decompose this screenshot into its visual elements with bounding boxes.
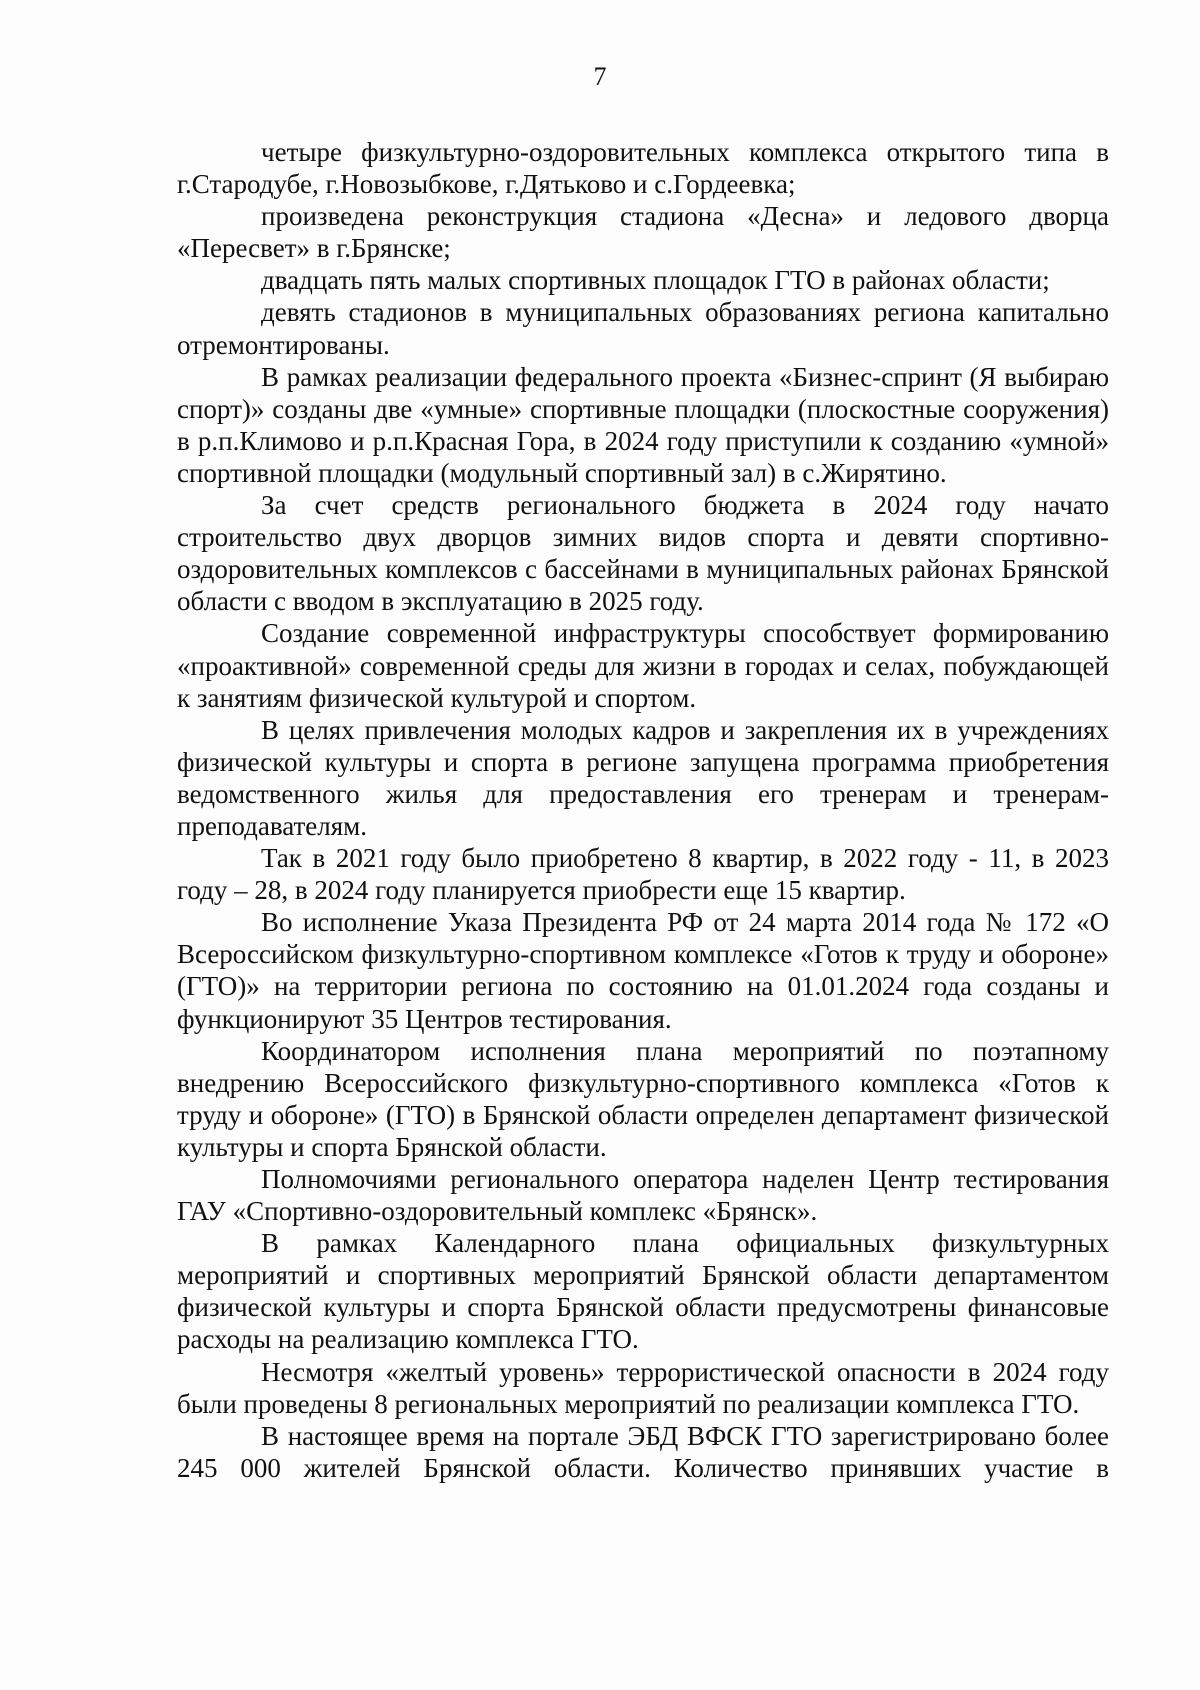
paragraph: Координатором исполнения плана мероприятий по поэтапному внедрению Всероссийского физкультурно-спортивного комплекса «Готов к труду и обороне» (ГТО) в Брянской области определен департамент физической культуры и спорта Брянской области. <box>177 1035 1109 1162</box>
page-number: 7 <box>593 62 607 91</box>
document-body <box>177 136 1109 1484</box>
paragraph: Создание современной инфраструктуры способствует формированию «проактивной» современной среды для жизни в городах и селах, побуждающей к занятиям физической культурой и спортом. <box>177 618 1109 713</box>
paragraph: В настоящее время на портале ЭБД ВФСК ГТО зарегистрировано более 245 000 жителей Брянской области. Количество принявших участие в <box>177 1420 1109 1483</box>
paragraph: Во исполнение Указа Президента РФ от 24 марта 2014 года № 172 «О Всероссийском физкультурно-спортивном комплексе «Готов к труду и обороне» (ГТО)» на территории региона по состоянию на 01.01.2024 года созданы и функционируют 35 Центров тестирования. <box>177 907 1109 1034</box>
paragraph: Несмотря «желтый уровень» террористической опасности в 2024 году были проведены 8 региональных мероприятий по реализации комплекса ГТО. <box>177 1356 1109 1419</box>
paragraph: четыре физкультурно-оздоровительных комплекса открытого типа в г.Стародубе, г.Новозыбкове, г.Дятьково и с.Гордеевка; <box>177 137 1109 200</box>
paragraph: В рамках Календарного плана официальных физкультурных мероприятий и спортивных мероприятий Брянской области департаментом физической культуры и спорта Брянской области предусмотрены финансовые расходы на реализацию комплекса ГТО. <box>177 1228 1109 1355</box>
paragraph: Так в 2021 году было приобретено 8 квартир, в 2022 году - 11, в 2023 году – 28, в 2024 году планируется приобрести еще 15 квартир. <box>177 843 1109 906</box>
paragraph: В рамках реализации федерального проекта «Бизнес-спринт (Я выбираю спорт)» созданы две «умные» спортивные площадки (плоскостные сооружения) в р.п.Климово и р.п.Красная Гора, в 2024 году приступили к созданию «умной» спортивной площадки (модульный спортивный зал) в с.Жирятино. <box>177 361 1109 488</box>
paragraph: В целях привлечения молодых кадров и закрепления их в учреждениях физической культуры и спорта в регионе запущена программа приобретения ведомственного жилья для предоставления его тренерам и тренерам-преподавателям. <box>177 714 1109 841</box>
paragraph: произведена реконструкция стадиона «Десна» и ледового дворца «Пересвет» в г.Брянске; <box>177 201 1109 264</box>
paragraph: За счет средств регионального бюджета в 2024 году начато строительство двух дворцов зимних видов спорта и девяти спортивно-оздоровительных комплексов с бассейнами в муниципальных районах Брянской области с вводом в эксплуатацию в 2025 году. <box>177 490 1109 617</box>
paragraph: Полномочиями регионального оператора наделен Центр тестирования ГАУ «Спортивно-оздоровительный комплекс «Брянск». <box>177 1164 1109 1227</box>
paragraph: девять стадионов в муниципальных образованиях региона капитально отремонтированы. <box>177 297 1109 360</box>
paragraph: двадцать пять малых спортивных площадок ГТО в районах области; <box>261 265 1050 296</box>
